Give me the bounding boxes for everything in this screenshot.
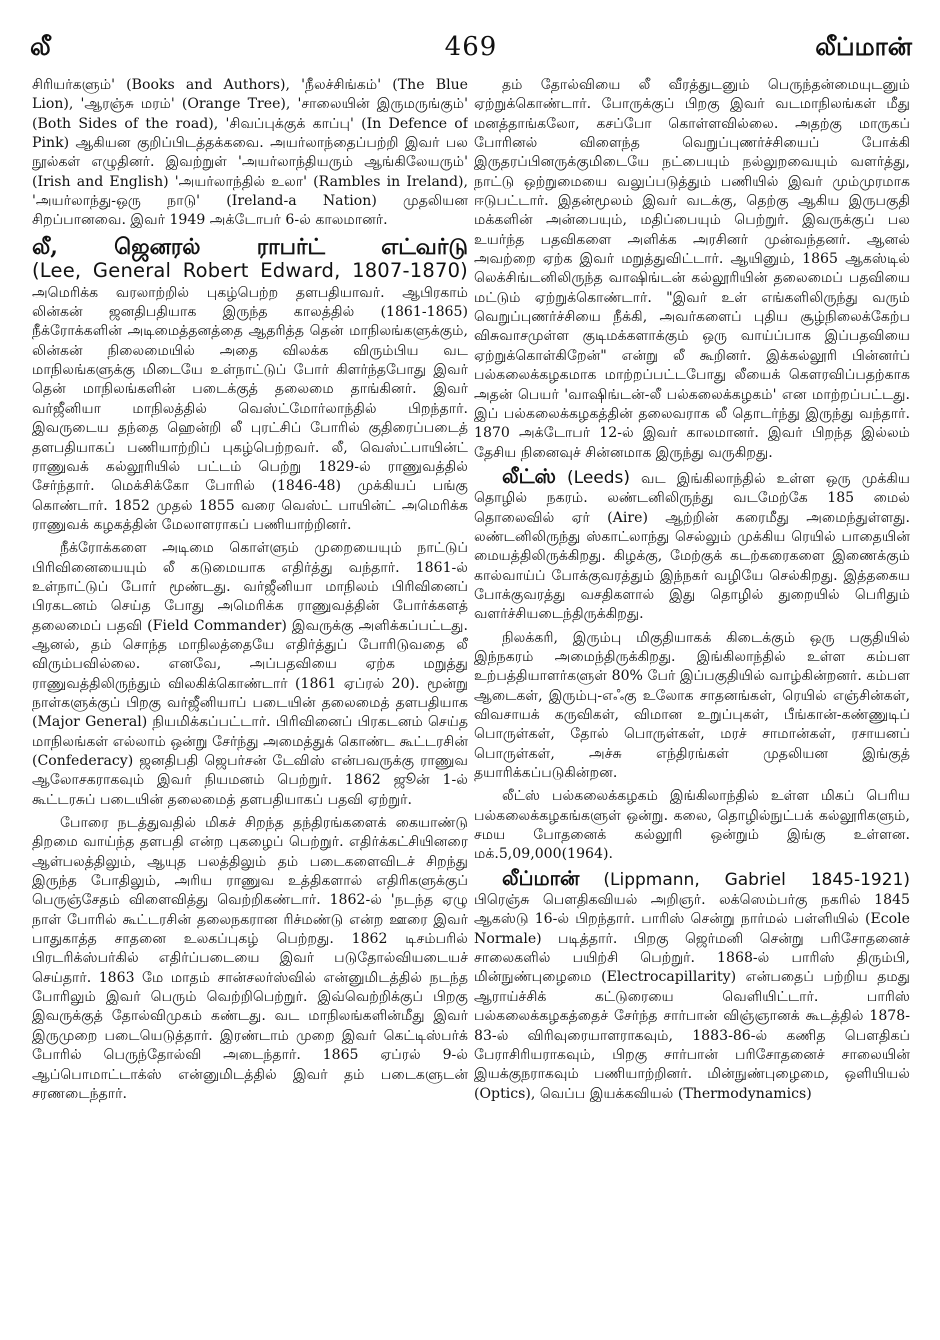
entry-heading-lippmann: லீப்மான் xyxy=(502,865,580,890)
entry-heading-lippmann-latin: (Lippmann, Gabriel 1845-1921) xyxy=(603,869,910,890)
paragraph-lippmann-1: பிரெஞ்சு பௌதிகவியல் அறிஞர். லக்ஸெம்பர்கு நகரில் 1845 ஆகஸ்டு 16-ல் பிறந்தார். பாரிஸ் சென்று நார்மல் பள்ளியில் (Ecole Normale) படித்தார். பிறகு ஜெர்மனி சென்று பரிசோதனைச் சாலைகளில் பயிற்சி பெற்றுர். 1868-ல் பாரிஸ் திரும்பி, மின்நுண்புழைமை (Electrocapillarity) என்பதைப் பற்றிய தமது ஆராய்ச்சிக் கட்டுரையை வெளியிட்டார். பாரிஸ் பல்கலைக்கழகத்தைச் சேர்ந்த சார்பான் விஞ்ஞானக் கூடத்தில் 1878-83-ல் விரிவுரையாளராகவும், 1883-86-ல் கணித பௌதிகப் பேராசிரியராகவும், பிறகு சார்பான் பரிசோதனைச் சாலையின் இயக்குநராகவும் பணியாற்றினர். மின்நுண்புழைமை, ஒளியியல் (Optics), வெப்ப இயக்கவியல் (Thermodynamics) xyxy=(474,892,910,1102)
paragraph-lee-4: தம் தோல்வியை லீ வீரத்துடனும் பெருந்தன்மையுடனும் ஏற்றுக்கொண்டார். போருக்குப் பிறகு இவர் வடமாநிலங்கள் மீது மனத்தாங்கலோ, கசப்போ கொள்ளவில்லை. அதற்கு மாருகப் போரினல் விளைந்த வெறுப்புணர்ச்சியைப் போக்கி இருதரப்பினருக்குமிடையே நட்பையும் நல்லுறவையும் வளர்த்து, நாட்டு ஒற்றுமையை வலுப்படுத்தும் பணியில் இவர் மும்முரமாக ஈடுபட்டார். இதன்மூலம் இவர் வடக்கு, தெற்கு ஆகிய இருபகுதி மக்களின் அன்பையும், மதிப்பையும் பெற்றுர். இவருக்குப் பல உயர்ந்த பதவிகளை அளிக்க அரசினர் முன்வந்தனர். ஆனல் அவற்றை ஏற்க இவர் மறுத்துவிட்டார். ஆயினும், 1865 ஆகஸ்டில் லெக்சிங்டனிலிருந்த வாஷிங்டன் கல்லூரியின் தலைமைப் பதவியை மட்டும் ஏற்றுக்கொண்டார். "இவர் உள் எங்களிலிருந்து வரும் வெறுப்புணர்ச்சியை நீக்கி, அவர்களைப் புதிய சூழ்நிலைக்கேற்ப விசுவாசமுள்ள குடிமக்களாக்கும் ஒரு வாய்ப்பாக இப்பதவியை ஏற்றுக்கொள்கிறேன்" என்று லீ கூறினர். இக்கல்லூரி பின்னர்ப் பல்கலைக்கழகமாக மாற்றப்பட்டபோது லீயைக் கௌரவிப்பதற்காக அதன் பெயர் 'வாஷிங்டன்-லீ பல்கலைக்கழகம்' என மாற்றப்பட்டது. இப் பல்கலைக்கழகத்தின் தலைவராக லீ தொடர்ந்து இருந்து வந்தார். 1870 அக்டோபர் 12-ல் இவர் காலமானர். இவர் பிறந்த இல்லம் தேசிய நினைவுச் சின்னமாக இருந்து வருகிறது. xyxy=(474,77,910,461)
entry-heading-leeds: லீட்ஸ் xyxy=(502,463,557,488)
header-guide-word-left: லீ xyxy=(30,32,51,61)
left-column xyxy=(32,76,468,1322)
paragraph-lee-1: அமெரிக்க வரலாற்றில் புகழ்பெற்ற தளபதியாவர். ஆபிரகாம் லின்கன் ஜனதிபதியாக இருந்த காலத்தில் (1861-1865) நீக்ரோக்களின் அடிமைத்தனத்தை ஆதரித்த தென் மாநிலங்களுக்கும், லின்கன் நிலைமையில் அதை விலக்க விரும்பிய வட மாநிலங்களுக்கு மிடையே உள்நாட்டுப் போர் கிளர்ந்தபோது இவர் தென் மாநிலங்களின் படைக்குத் தலைமை தாங்கினர். இவர் வர்ஜீனியா மாநிலத்தில் வெஸ்ட்மோர்லாந்தில் பிறந்தார். இவருடைய தந்தை ஹென்றி லீ புரட்சிப் போரில் குதிரைப்படைத் தளபதியாகப் பணியாற்றிப் புகழ்பெற்றவர். லீ, வெஸ்ட்பாயின்ட் ராணுவக் கல்லூரியில் பட்டம் பெற்று 1829-ல் ராணுவத்தில் சேர்ந்தார். மெக்சிக்கோ போரில் (1846-48) முக்கியப் பங்கு கொண்டார். 1852 முதல் 1855 வரை வெஸ்ட் பாயின்ட் அமெரிக்க ராணுவக் கழகத்தின் மேலாளராகப் பணியாற்றினர். xyxy=(32,284,468,533)
entry-heading-lee-latin: (Lee, General Robert Edward, 1807-1870) xyxy=(32,258,468,282)
page-header xyxy=(30,32,912,68)
paragraph-leeds-2: நிலக்கரி, இரும்பு மிகுதியாகக் கிடைக்கும் ஒரு பகுதியில் இந்நகரம் அமைந்திருக்கிறது. இங்கிலாந்தில் உள்ள கம்பள உற்பத்தியாளர்களுள் 80% பேர் இப்பகுதியில் வாழ்கின்றனர். கம்பள ஆடைகள், இரும்பு-எஃகு உலோக சாதனங்கள், ரெயில் எஞ்சின்கள், விவசாயக் கருவிகள், விமான உறுப்புகள், பீங்கான்-கண்ணுடிப் பொருள்கள், தோல் பொருள்கள், மரச் சாமான்கள், ரசாயனப் பொருள்கள், அச்சு எந்திரங்கள் முதலியன இங்குத் தயாரிக்கப்படுகின்றன. xyxy=(474,629,910,782)
page-number: 469 xyxy=(444,32,498,62)
right-column xyxy=(474,76,910,1322)
paragraph-intro-continuation: சிரியர்களும்' (Books and Authors), 'நீலச்சிங்கம்' (The Blue Lion), 'ஆரஞ்சு மரம்' (Orange Tree), 'சாலையின் இருமருங்கும்' (Both Sides of the road), 'சிவப்புக்குக் காப்பு' (In Defence of Pink) ஆகியன குறிப்பிடத்தக்கவை. அயர்லாந்தைப்பற்றி இவர் பல நூல்கள் எழுதினர். இவற்றுள் 'அயர்லாந்தியரும் ஆங்கிலேயரும்' (Irish and English) 'அயர்லாந்தில் உலா' (Rambles in Ireland), 'அயர்லாந்து-ஒரு நாடு' (Ireland-a Nation) முதலியன சிறப்பானவை. இவர் 1949 அக்டோபர் 6-ல் காலமானர். xyxy=(32,77,468,229)
header-guide-word-right: லீப்மான் xyxy=(815,32,912,61)
paragraph-leeds-3: லீட்ஸ் பல்கலைக்கழகம் இங்கிலாந்தில் உள்ள மிகப் பெரிய பல்கலைக்கழகங்களுள் ஒன்று. கலை, தொழில்நுட்பக் கல்லூரிகளும், சமய போதனைக் கல்லூரி ஒன்றும் இங்கு உள்ளன. மக்.5,09,000(1964). xyxy=(474,788,910,863)
paragraph-lee-2: நீக்ரோக்களை அடிமை கொள்ளும் முறையையும் நாட்டுப் பிரிவினையையும் லீ கடுமையாக எதிர்த்து வந்தார். 1861-ல் உள்நாட்டுப் போர் மூண்டது. வர்ஜீனியா மாநிலம் பிரிவினைப் பிரகடனம் செய்த போது அமெரிக்க ராணுவத்தின் போர்க்களத் தலைமைப் பதவி (Field Commander) இவருக்கு அளிக்கப்பட்டது. ஆனல், தம் சொந்த மாநிலத்தையே எதிர்த்துப் போரிடுவதை லீ விரும்பவில்லை. எனவே, அப்பதவியை ஏற்க மறுத்து ராணுவத்திலிருந்தும் விலகிக்கொண்டார் (1861 ஏப்ரல் 20). மூன்று நாள்களுக்குப் பிறகு வர்ஜீனியாப் படையின் தலைமைத் தளபதியாக (Major General) நியமிக்கப்பட்டார். பிரிவினைப் பிரகடனம் செய்த மாநிலங்கள் எல்லாம் ஒன்று சேர்ந்து அமைத்துக் கொண்ட கூட்டரசின் (Confederacy) ஜனதிபதி ஜெபர்சன் டேவிஸ் என்பவருக்கு ராணுவ ஆலோசகராகவும் இவர் நியமனம் பெற்றுர். 1862 ஜூன் 1-ல் கூட்டரசுப் படையின் தலைமைத் தளபதியாகப் பதவி ஏற்றுர். xyxy=(32,540,468,808)
entry-heading-leeds-latin: (Leeds) xyxy=(567,467,631,488)
paragraph-lee-3: போரை நடத்துவதில் மிகச் சிறந்த தந்திரங்களைக் கையாண்டு திறமை வாய்ந்த தளபதி என்ற புகழைப் பெற்றுர். எதிர்க்கட்சியினரை ஆள்பலத்திலும், ஆயுத பலத்திலும் தம் படைகளைவிடச் சிறந்து இருந்த போதிலும், அரிய ராணுவ உத்திகளால் எதிரிகளுக்குப் பெருஞ்சேதம் விளைவித்து வெற்றிகண்டார். 1862-ல் 'நடந்த ஏழு நாள் போரில் கூட்டரசின் தலைநகரான ரிச்மண்டு என்ற ஊரை இவர் பாதுகாத்த சாதனை உலகப்புகழ் பெற்றது. 1862 டிசம்பரில் பிரடரிக்ஸ்பர்கில் எதிர்ப்படையை இவர் படுதோல்வியடையச் செய்தார். 1863 மே மாதம் சான்சலர்ஸ்வில் என்னுமிடத்தில் நடந்த போரிலும் இவர் பெரும் வெற்றிபெற்றுர். இவ்வெற்றிக்குப் பிறகு இவருக்குத் தோல்விமுகம் கண்டது. வட மாநிலங்களின்மீது இவர் இருமுறை படையெடுத்தார். இரண்டாம் முறை இவர் கெட்டிஸ்பர்க் போரில் பெருந்தோல்வி அடைந்தார். 1865 ஏப்ரல் 9-ல் ஆப்பொமாட்டாக்ஸ் என்னுமிடத்தில் இவர் தம் படைகளுடன் சரணடைந்தார். xyxy=(32,815,468,1102)
paragraph-leeds-1: வட இங்கிலாந்தில் உள்ள ஒரு முக்கிய தொழில் நகரம். லண்டனிலிருந்து வடமேற்கே 185 மைல் தொலைவில் ஏர் (Aire) ஆற்றின் கரைமீது அமைந்துள்ளது. லண்டனிலிருந்து ஸ்காட்லாந்து செல்லும் முக்கிய ரெயில் பாதையின் மையத்திலிருக்கிறது. கிழக்கு, மேற்குக் கடற்கரைகளை இணைக்கும் கால்வாய்ப் போக்குவரத்தும் இந்நகர் வழியே செல்கிறது. இத்தகைய போக்குவரத்து வசதிகளால் இது தொழில் துறையில் பெரிதும் வளர்ச்சியடைந்திருக்கிறது. xyxy=(474,470,910,623)
entry-heading-lee: லீ, ஜெனரல் ராபர்ட் எட்வர்டு xyxy=(32,233,468,260)
entry-leeds xyxy=(474,463,910,625)
entry-lippmann xyxy=(474,865,910,1104)
